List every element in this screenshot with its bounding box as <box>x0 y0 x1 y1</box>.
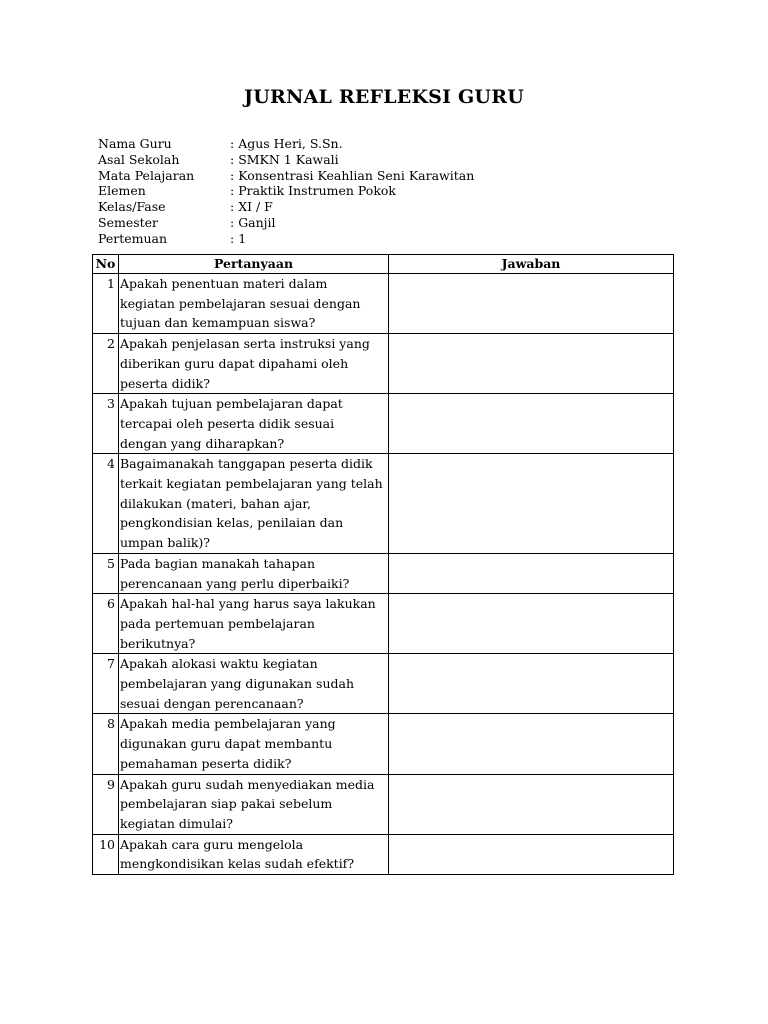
question-cell: Apakah penjelasan serta instruksi yang diberikan guru dapat dipahami oleh peserta didik? <box>119 334 389 394</box>
table-row <box>93 594 674 654</box>
column-header-answer: Jawaban <box>389 255 674 274</box>
answer-cell[interactable] <box>389 594 674 654</box>
info-value: : SMKN 1 Kawali <box>230 152 339 168</box>
info-value: : Praktik Instrumen Pokok <box>230 183 396 199</box>
info-value: : Ganjil <box>230 215 276 231</box>
info-row-semester <box>98 215 474 231</box>
row-number: 9 <box>93 774 119 834</box>
answer-cell[interactable] <box>389 274 674 334</box>
answer-cell[interactable] <box>389 334 674 394</box>
info-label: Pertemuan <box>98 230 168 246</box>
table-row <box>93 454 674 554</box>
table-row <box>93 553 674 593</box>
table-row <box>93 714 674 774</box>
info-label: Nama Guru <box>98 136 172 151</box>
info-value: : Agus Heri, S.Sn. <box>230 136 343 152</box>
question-cell: Bagaimanakah tanggapan peserta didik terkait kegiatan pembelajaran yang telah dilakukan (materi, bahan ajar, pengkondisian kelas, penilaian dan umpan balik)? <box>119 454 389 554</box>
info-row-meeting <box>98 231 474 247</box>
info-label: Asal Sekolah <box>98 151 180 167</box>
answer-cell[interactable] <box>389 654 674 714</box>
row-number: 1 <box>93 274 119 334</box>
info-label: Kelas/Fase <box>98 199 166 215</box>
table-row <box>93 394 674 454</box>
document-title: JURNAL REFLEKSI GURU <box>244 86 524 108</box>
row-number: 3 <box>93 394 119 454</box>
info-row-class-phase <box>98 199 474 215</box>
answer-cell[interactable] <box>389 774 674 834</box>
table-header-row <box>93 255 674 274</box>
info-row-element <box>98 183 474 199</box>
info-value: : Konsentrasi Keahlian Seni Karawitan <box>230 168 474 184</box>
info-row-school <box>98 152 474 168</box>
column-header-no: No <box>93 255 119 274</box>
question-cell: Apakah guru sudah menyediakan media pembelajaran siap pakai sebelum kegiatan dimulai? <box>119 774 389 834</box>
table-row <box>93 774 674 834</box>
answer-cell[interactable] <box>389 834 674 874</box>
question-cell: Apakah alokasi waktu kegiatan pembelajaran yang digunakan sudah sesuai dengan perencanaan? <box>119 654 389 714</box>
info-label: Mata Pelajaran <box>98 167 195 183</box>
question-cell: Apakah tujuan pembelajaran dapat tercapai oleh peserta didik sesuai dengan yang diharapkan? <box>119 394 389 454</box>
column-header-question: Pertanyaan <box>119 255 389 274</box>
question-cell: Pada bagian manakah tahapan perencanaan yang perlu diperbaiki? <box>119 553 389 593</box>
table-row <box>93 654 674 714</box>
info-row-subject <box>98 168 474 184</box>
answer-cell[interactable] <box>389 553 674 593</box>
row-number: 2 <box>93 334 119 394</box>
info-label: Semester <box>98 214 159 230</box>
question-cell: Apakah hal-hal yang harus saya lakukan pada pertemuan pembelajaran berikutnya? <box>119 594 389 654</box>
row-number: 7 <box>93 654 119 714</box>
row-number: 8 <box>93 714 119 774</box>
row-number: 6 <box>93 594 119 654</box>
row-number: 5 <box>93 553 119 593</box>
teacher-info <box>98 136 474 247</box>
answer-cell[interactable] <box>389 454 674 554</box>
row-number: 10 <box>93 834 119 874</box>
table-row <box>93 834 674 874</box>
info-row-teacher-name <box>98 136 474 152</box>
row-number: 4 <box>93 454 119 554</box>
info-label: Elemen <box>98 183 146 199</box>
info-value: : 1 <box>230 231 246 247</box>
table-row <box>93 334 674 394</box>
question-cell: Apakah cara guru mengelola mengkondisikan kelas sudah efektif? <box>119 834 389 874</box>
reflection-table <box>92 254 674 875</box>
question-cell: Apakah media pembelajaran yang digunakan guru dapat membantu pemahaman peserta didik? <box>119 714 389 774</box>
table-row <box>93 274 674 334</box>
question-cell: Apakah penentuan materi dalam kegiatan pembelajaran sesuai dengan tujuan dan kemampuan siswa? <box>119 274 389 334</box>
info-value: : XI / F <box>230 199 273 215</box>
answer-cell[interactable] <box>389 394 674 454</box>
answer-cell[interactable] <box>389 714 674 774</box>
